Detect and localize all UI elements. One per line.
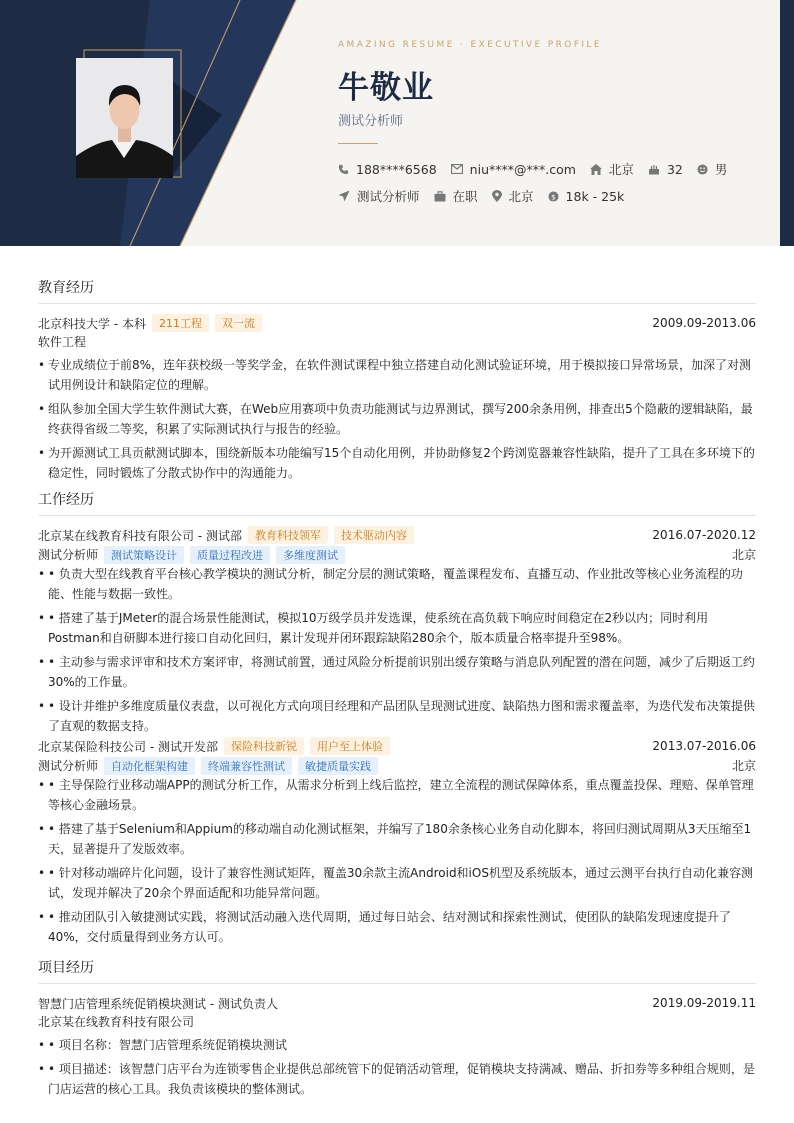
project-date: 2019.09-2019.11 bbox=[652, 996, 756, 1010]
job-position: 测试分析师 bbox=[38, 548, 99, 562]
salary-info bbox=[548, 189, 625, 204]
job-location: 北京 bbox=[731, 548, 756, 562]
list-item: • • 负责大型在线教育平台核心教学模块的测试分析，制定分层的测试策略，覆盖课程发布、直播互动、作业批改等核心业务流程的功能、性能与数据一致性。 bbox=[38, 564, 756, 604]
home-icon bbox=[590, 164, 602, 175]
skill-tag: 测试策略设计 bbox=[104, 546, 184, 564]
list-item: • • 项目名称：智慧门店管理系统促销模块测试 bbox=[38, 1035, 756, 1055]
skill-tag: 敏捷质量实践 bbox=[298, 757, 378, 775]
job-entry-head bbox=[38, 525, 756, 545]
company-tag: 保险科技新锐 bbox=[224, 737, 304, 755]
gender-info bbox=[697, 160, 728, 178]
education-date: 2009.09-2013.06 bbox=[652, 316, 756, 330]
skill-tag: 质量过程改进 bbox=[190, 546, 270, 564]
list-item: • • 推动团队引入敏捷测试实践，将测试活动融入迭代周期，通过每日站会、结对测试和探索性测试，使团队的缺陷发现速度提升了40%，交付质量得到业务方认可。 bbox=[38, 907, 756, 947]
candidate-name: 牛敬业 bbox=[338, 70, 434, 106]
company-tag: 教育科技领军 bbox=[248, 526, 328, 544]
job-date: 2016.07-2020.12 bbox=[652, 528, 756, 542]
email-text: niu****@***.com bbox=[469, 161, 576, 177]
candidate-role: 测试分析师 bbox=[338, 114, 404, 129]
education-bullets bbox=[38, 355, 756, 483]
svg-text:$: $ bbox=[550, 191, 556, 201]
list-item: • • 主动参与需求评审和技术方案评审，将测试前置，通过风险分析提前识别出缓存策略与消息队列配置的潜在问题，减少了后期返工约30%的工作量。 bbox=[38, 652, 756, 692]
company-tag: 用户至上体验 bbox=[310, 737, 390, 755]
salary-text: 18k - 25k bbox=[565, 188, 625, 204]
phone-icon bbox=[338, 164, 349, 175]
section-title: 工作经历 bbox=[38, 489, 756, 516]
section-title: 教育经历 bbox=[38, 277, 756, 304]
status-text: 在职 bbox=[452, 189, 478, 204]
money-icon bbox=[548, 191, 559, 202]
skill-tag: 自动化框架构建 bbox=[104, 757, 195, 775]
work-section bbox=[38, 489, 756, 951]
smile-icon bbox=[697, 164, 708, 175]
company-name: 北京某保险科技公司 - 测试开发部 bbox=[38, 739, 218, 754]
location-pin-icon bbox=[492, 190, 502, 202]
list-item: • 专业成绩位于前8%，连年获校级一等奖学金，在软件测试课程中独立搭建自动化测试验证环境，用于模拟接口异常场景，加深了对测试用例设计和缺陷定位的理解。 bbox=[38, 355, 756, 395]
major: 软件工程 bbox=[38, 335, 87, 349]
job-date: 2013.07-2016.06 bbox=[652, 739, 756, 753]
list-item: • • 项目描述：该智慧门店平台为连锁零售企业提供总部统管下的促销活动管理，促销模块支持满减、赠品、折扣券等多种组合规则，是门店运营的核心工具。我负责该模块的整体测试。 bbox=[38, 1059, 756, 1099]
list-item: • • 设计并维护多维度质量仪表盘，以可视化方式向项目经理和产品团队呈现测试进度、缺陷热力图和需求覆盖率，为迭代发布决策提供了直观的数据支持。 bbox=[38, 696, 756, 736]
list-item: • 为开源测试工具贡献测试脚本，围绕新版本功能编写15个自动化用例，并协助修复2个跨浏览器兼容性缺陷，提升了工具在多环境下的稳定性，同时锻炼了分散式协作中的沟通能力。 bbox=[38, 443, 756, 483]
age-info bbox=[648, 162, 683, 177]
project-bullets bbox=[38, 1035, 756, 1099]
gender-text: 男 bbox=[714, 162, 728, 177]
contact-row bbox=[338, 160, 741, 178]
list-item: • • 主导保险行业移动端APP的测试分析工作，从需求分析到上线后监控，建立全流程的测试保障体系，重点覆盖投保、理赔、保单管理等核心金融场景。 bbox=[38, 775, 756, 815]
job-sub-row bbox=[38, 756, 756, 775]
project-name: 智慧门店管理系统促销模块测试 - 测试负责人 bbox=[38, 996, 278, 1011]
job-entry-head bbox=[38, 736, 756, 756]
project-company: 北京某在线教育科技有限公司 bbox=[38, 1015, 195, 1029]
target-city-text: 北京 bbox=[508, 189, 534, 204]
company-name: 北京某在线教育科技有限公司 - 测试部 bbox=[38, 528, 242, 543]
project-entry-head bbox=[38, 993, 756, 1013]
phone-info bbox=[338, 162, 437, 177]
school-name: 北京科技大学 - 本科 bbox=[38, 316, 146, 331]
city-text: 北京 bbox=[608, 162, 634, 177]
projects-section bbox=[38, 957, 756, 1103]
list-item: • • 搭建了基于JMeter的混合场景性能测试，模拟10万级学员并发选课，使系统在高负载下响应时间稳定在2秒以内；同时利用Postman和自研脚本进行接口自动化回归，累计发现并闭环跟踪缺陷280余个，版本质量合格率提升至98%。 bbox=[38, 608, 756, 648]
list-item: • • 搭建了基于Selenium和Appium的移动端自动化测试框架，并编写了180余条核心业务自动化脚本，将回归测试周期从3天压缩至1天，显著提升了发版效率。 bbox=[38, 819, 756, 859]
job-position: 测试分析师 bbox=[38, 759, 99, 773]
target-role-text: 测试分析师 bbox=[357, 189, 420, 204]
job-intent-row bbox=[338, 187, 638, 205]
section-title: 项目经历 bbox=[38, 957, 756, 984]
mail-icon bbox=[451, 164, 463, 174]
status-info bbox=[434, 187, 478, 205]
school-tag: 双一流 bbox=[215, 314, 262, 332]
header-tagline: AMAZING RESUME · EXECUTIVE PROFILE bbox=[338, 40, 602, 50]
target-city-info bbox=[492, 187, 534, 205]
school-tag: 211工程 bbox=[152, 314, 209, 332]
company-tag: 技术驱动内容 bbox=[334, 526, 414, 544]
city-info bbox=[590, 160, 634, 178]
job-bullets bbox=[38, 775, 756, 947]
target-role-info bbox=[338, 187, 420, 205]
send-icon bbox=[338, 190, 350, 202]
education-entry-head bbox=[38, 313, 756, 333]
list-item: • • 针对移动端碎片化问题，设计了兼容性测试矩阵，覆盖30余款主流Android和iOS机型及系统版本，通过云测平台执行自动化兼容测试，发现并解决了20余个界面适配和功能异常问题。 bbox=[38, 863, 756, 903]
job-sub-row bbox=[38, 545, 756, 564]
divider bbox=[338, 143, 378, 144]
job-bullets bbox=[38, 564, 756, 736]
job-location: 北京 bbox=[731, 759, 756, 773]
cake-icon bbox=[648, 163, 660, 175]
resume-header bbox=[0, 0, 794, 246]
briefcase-icon bbox=[434, 191, 446, 202]
age-text: 32 bbox=[666, 161, 683, 177]
email-info bbox=[451, 162, 576, 177]
education-section bbox=[38, 277, 756, 487]
list-item: • 组队参加全国大学生软件测试大赛，在Web应用赛项中负责功能测试与边界测试，撰写200余条用例，排查出5个隐蔽的逻辑缺陷，最终获得省级二等奖，积累了实际测试执行与报告的经验。 bbox=[38, 399, 756, 439]
skill-tag: 多维度测试 bbox=[276, 546, 345, 564]
phone-text: 188****6568 bbox=[356, 161, 437, 177]
profile-photo bbox=[76, 58, 173, 178]
skill-tag: 终端兼容性测试 bbox=[201, 757, 292, 775]
